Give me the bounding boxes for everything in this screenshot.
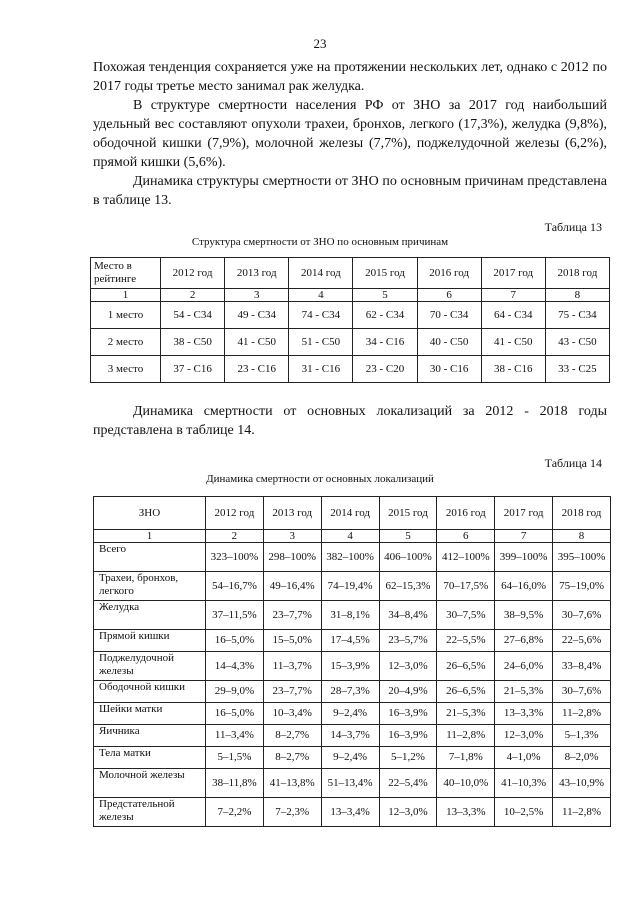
table14-cell: 12–3,0% <box>495 725 553 747</box>
table14-header-cell: 2017 год <box>495 497 553 530</box>
table14-cell: 21–5,3% <box>437 703 495 725</box>
table14-row-label: Желудка <box>94 601 206 630</box>
table14-cell: 70–17,5% <box>437 572 495 601</box>
table13-cell: 30 - С16 <box>417 356 481 383</box>
table14-cell: 5–1,3% <box>553 725 611 747</box>
table14-row <box>94 798 611 827</box>
table14-cell: 9–2,4% <box>321 703 379 725</box>
table14-cell: 17–4,5% <box>321 630 379 652</box>
table14-cell: 10–3,4% <box>263 703 321 725</box>
table14-col-number: 7 <box>495 530 553 543</box>
paragraph-table13-ref: Динамика структуры смертности от ЗНО по основным причинам представлена в таблице 13. <box>93 174 607 208</box>
table13-header-cell: 2012 год <box>161 258 225 289</box>
table13-header-cell: 2017 год <box>481 258 545 289</box>
table14-cell: 22–5,5% <box>437 630 495 652</box>
table14-cell: 51–13,4% <box>321 769 379 798</box>
table14-cell: 395–100% <box>553 543 611 572</box>
table14-cell: 41–10,3% <box>495 769 553 798</box>
table14-cell: 33–8,4% <box>553 652 611 681</box>
table14-cell: 24–6,0% <box>495 652 553 681</box>
table13-cell: 43 - С50 <box>545 329 609 356</box>
table13-header-cell: 2016 год <box>417 258 481 289</box>
paragraph-mortality-structure: В структуре смертности населения РФ от ЗНО за 2017 год наибольший удельный вес составляют опухоли трахеи, бронхов, легкого (17,3%), желудка (9,8%), ободочной кишки (7,9%), молочной железы (7,7%), поджелудочной железы (6,2%), прямой кишки (5,6%). <box>93 98 607 170</box>
table14-header-cell: 2013 год <box>263 497 321 530</box>
table14-row-label: Ободочной кишки <box>94 681 206 703</box>
table13-cell: 75 - С34 <box>545 302 609 329</box>
table14-cell: 13–3,3% <box>495 703 553 725</box>
table13-col-number: 5 <box>353 289 417 302</box>
table14-cell: 9–2,4% <box>321 747 379 769</box>
table13-caption: Структура смертности от ЗНО по основным причинам <box>191 236 449 248</box>
paragraph-table14-ref: Динамика смертности от основных локализаций за 2012 - 2018 годы представлена в таблице 14. <box>93 404 607 438</box>
table13-cell: 62 - С34 <box>353 302 417 329</box>
table14-row-label: Шейки матки <box>94 703 206 725</box>
table14-header-cell: ЗНО <box>94 497 206 530</box>
table13-cell: 41 - С50 <box>225 329 289 356</box>
table13-col-number: 2 <box>161 289 225 302</box>
table14-cell: 34–8,4% <box>379 601 437 630</box>
table13-header-cell: Место в рейтинге <box>91 258 161 289</box>
table13-cell: 3 место <box>91 356 161 383</box>
page-number: 23 <box>313 36 327 51</box>
table13-col-number: 3 <box>225 289 289 302</box>
table14-cell: 14–4,3% <box>206 652 264 681</box>
table14-cell: 5–1,5% <box>206 747 264 769</box>
table14-cell: 41–13,8% <box>263 769 321 798</box>
table14-row-label: Трахеи, бронхов, легкого <box>94 572 206 601</box>
table13-cell: 70 - С34 <box>417 302 481 329</box>
table14-cell: 7–2,2% <box>206 798 264 827</box>
table13-cell: 33 - С25 <box>545 356 609 383</box>
table14-row-label: Предстательной железы <box>94 798 206 827</box>
table13-cell: 74 - С34 <box>289 302 353 329</box>
table14-row <box>94 601 611 630</box>
table14-cell: 12–3,0% <box>379 798 437 827</box>
table14-header-cell: 2018 год <box>553 497 611 530</box>
table13-label: Таблица 13 <box>544 220 602 234</box>
table14-cell: 8–2,7% <box>263 747 321 769</box>
table13-row <box>91 302 610 329</box>
table14-cell: 30–7,6% <box>553 601 611 630</box>
table14-header-row <box>94 497 611 530</box>
table14-number-row <box>94 530 611 543</box>
table14-cell: 15–5,0% <box>263 630 321 652</box>
table14-cell: 74–19,4% <box>321 572 379 601</box>
table14-cell: 7–2,3% <box>263 798 321 827</box>
table14-cell: 26–6,5% <box>437 652 495 681</box>
table14-cell: 75–19,0% <box>553 572 611 601</box>
table14-cell: 29–9,0% <box>206 681 264 703</box>
table13-cell: 34 - С16 <box>353 329 417 356</box>
table14-cell: 20–4,9% <box>379 681 437 703</box>
table14-cell: 4–1,0% <box>495 747 553 769</box>
table14-col-number: 3 <box>263 530 321 543</box>
table13-cell: 41 - С50 <box>481 329 545 356</box>
table13-header-cell: 2015 год <box>353 258 417 289</box>
table14-cell: 21–5,3% <box>495 681 553 703</box>
table14-cell: 43–10,9% <box>553 769 611 798</box>
table14-row <box>94 572 611 601</box>
table14-row <box>94 652 611 681</box>
table14-cell: 16–5,0% <box>206 703 264 725</box>
table14-row-label: Поджелудочной железы <box>94 652 206 681</box>
table14-cell: 16–3,9% <box>379 703 437 725</box>
table14-cell: 30–7,6% <box>553 681 611 703</box>
table13-cell: 2 место <box>91 329 161 356</box>
table14-header-cell: 2016 год <box>437 497 495 530</box>
table14-cell: 14–3,7% <box>321 725 379 747</box>
table14-col-number: 6 <box>437 530 495 543</box>
table13-cell: 54 - С34 <box>161 302 225 329</box>
table14-label: Таблица 14 <box>544 456 602 470</box>
table14-cell: 11–2,8% <box>553 798 611 827</box>
table14-cell: 399–100% <box>495 543 553 572</box>
table13-header-cell: 2014 год <box>289 258 353 289</box>
table14-cell: 11–3,7% <box>263 652 321 681</box>
table13-header-cell: 2013 год <box>225 258 289 289</box>
table14-cell: 54–16,7% <box>206 572 264 601</box>
table14-cell: 11–2,8% <box>437 725 495 747</box>
table14-header-cell: 2015 год <box>379 497 437 530</box>
table13-number-row <box>91 289 610 302</box>
table14-col-number: 1 <box>94 530 206 543</box>
table13-col-number: 6 <box>417 289 481 302</box>
table14-row-label: Тела матки <box>94 747 206 769</box>
table14-col-number: 2 <box>206 530 264 543</box>
table14-cell: 31–8,1% <box>321 601 379 630</box>
table13-cell: 38 - С50 <box>161 329 225 356</box>
table13-cell: 49 - С34 <box>225 302 289 329</box>
table14 <box>93 496 611 827</box>
table14-caption: Динамика смертности от основных локализаций <box>206 473 434 485</box>
table14-cell: 22–5,6% <box>553 630 611 652</box>
table14-cell: 23–7,7% <box>263 601 321 630</box>
table14-row <box>94 630 611 652</box>
table13-cell: 40 - С50 <box>417 329 481 356</box>
table13-col-number: 4 <box>289 289 353 302</box>
table13 <box>90 257 610 383</box>
table14-cell: 323–100% <box>206 543 264 572</box>
table14-cell: 27–6,8% <box>495 630 553 652</box>
table14-cell: 8–2,7% <box>263 725 321 747</box>
table14-row <box>94 543 611 572</box>
table14-row-label: Прямой кишки <box>94 630 206 652</box>
table14-row <box>94 681 611 703</box>
table14-cell: 26–6,5% <box>437 681 495 703</box>
table13-col-number: 1 <box>91 289 161 302</box>
table14-cell: 22–5,4% <box>379 769 437 798</box>
table14-row-label: Молочной железы <box>94 769 206 798</box>
table14-cell: 11–2,8% <box>553 703 611 725</box>
table14-header-cell: 2014 год <box>321 497 379 530</box>
table14-cell: 64–16,0% <box>495 572 553 601</box>
table14-col-number: 5 <box>379 530 437 543</box>
table14-cell: 23–7,7% <box>263 681 321 703</box>
paragraph-intro: Похожая тенденция сохраняется уже на протяжении нескольких лет, однако с 2012 по 2017 годы третье место занимал рак желудка. <box>93 60 607 94</box>
table14-col-number: 4 <box>321 530 379 543</box>
table14-cell: 298–100% <box>263 543 321 572</box>
table14-cell: 15–3,9% <box>321 652 379 681</box>
table14-cell: 62–15,3% <box>379 572 437 601</box>
table14-row <box>94 747 611 769</box>
table14-cell: 16–5,0% <box>206 630 264 652</box>
table14-cell: 13–3,4% <box>321 798 379 827</box>
table14-cell: 7–1,8% <box>437 747 495 769</box>
table13-cell: 31 - С16 <box>289 356 353 383</box>
table14-cell: 40–10,0% <box>437 769 495 798</box>
table13-cell: 23 - С16 <box>225 356 289 383</box>
table14-cell: 10–2,5% <box>495 798 553 827</box>
table13-row <box>91 329 610 356</box>
table13-col-number: 8 <box>545 289 609 302</box>
table14-cell: 412–100% <box>437 543 495 572</box>
table14-cell: 23–5,7% <box>379 630 437 652</box>
table13-cell: 38 - С16 <box>481 356 545 383</box>
table14-cell: 12–3,0% <box>379 652 437 681</box>
table14-cell: 28–7,3% <box>321 681 379 703</box>
table14-cell: 30–7,5% <box>437 601 495 630</box>
table13-cell: 64 - С34 <box>481 302 545 329</box>
table14-row-label: Яичника <box>94 725 206 747</box>
table14-cell: 38–9,5% <box>495 601 553 630</box>
table14-cell: 49–16,4% <box>263 572 321 601</box>
table14-cell: 382–100% <box>321 543 379 572</box>
table14-row-label: Всего <box>94 543 206 572</box>
table13-header-row <box>91 258 610 289</box>
table13-cell: 37 - С16 <box>161 356 225 383</box>
table14-row <box>94 769 611 798</box>
table14-cell: 406–100% <box>379 543 437 572</box>
table14-row <box>94 703 611 725</box>
table13-header-cell: 2018 год <box>545 258 609 289</box>
table14-cell: 38–11,8% <box>206 769 264 798</box>
table14-cell: 11–3,4% <box>206 725 264 747</box>
table14-col-number: 8 <box>553 530 611 543</box>
table13-cell: 23 - С20 <box>353 356 417 383</box>
table14-cell: 8–2,0% <box>553 747 611 769</box>
table13-cell: 1 место <box>91 302 161 329</box>
table14-row <box>94 725 611 747</box>
table14-cell: 37–11,5% <box>206 601 264 630</box>
table14-cell: 13–3,3% <box>437 798 495 827</box>
table13-cell: 51 - С50 <box>289 329 353 356</box>
table14-cell: 5–1,2% <box>379 747 437 769</box>
table13-row <box>91 356 610 383</box>
table14-header-cell: 2012 год <box>206 497 264 530</box>
table13-col-number: 7 <box>481 289 545 302</box>
table14-cell: 16–3,9% <box>379 725 437 747</box>
